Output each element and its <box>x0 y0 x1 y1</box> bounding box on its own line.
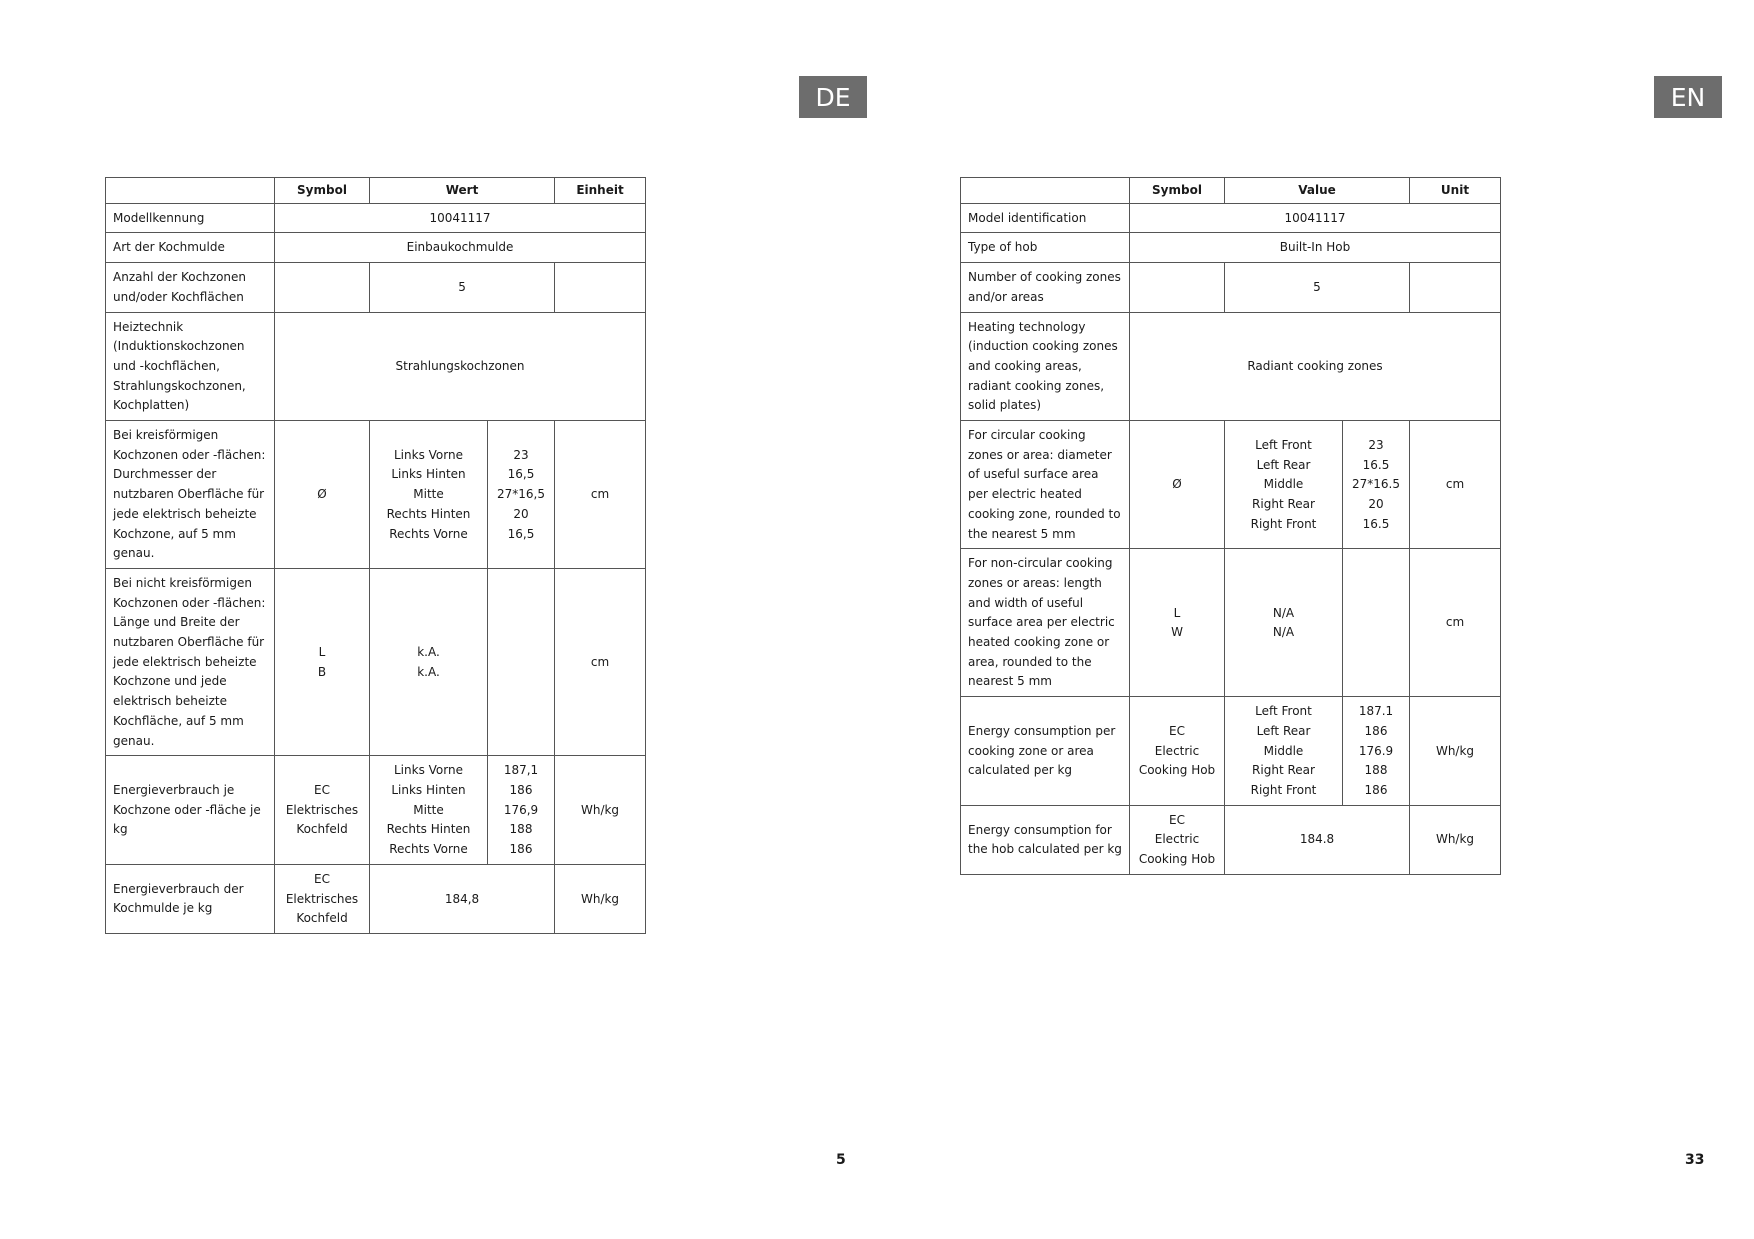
symbol-item: B <box>317 664 327 679</box>
row-energy-hob <box>106 864 646 933</box>
noncircular-unit: cm <box>1410 549 1501 697</box>
energy-zone-values <box>488 756 555 865</box>
value-item: 20 <box>1368 496 1384 511</box>
row-heating <box>106 312 646 421</box>
energy-hob-label: Energy consumption for the hob calculated per kg <box>961 805 1130 874</box>
position-item: Rechts Hinten <box>386 822 471 837</box>
energy-zone-values <box>1343 697 1410 806</box>
position-item: Left Rear <box>1256 723 1311 738</box>
zones-symbol <box>1130 263 1225 312</box>
symbol-line: Electric <box>1154 832 1200 847</box>
zones-symbol <box>275 263 370 312</box>
energy-hob-value: 184.8 <box>1225 805 1410 874</box>
position-item: Links Hinten <box>391 782 466 797</box>
noncircular-unit: cm <box>555 568 646 755</box>
circular-positions <box>370 421 488 569</box>
zones-label: Number of cooking zones and/or areas <box>961 263 1130 312</box>
row-model <box>961 203 1501 233</box>
symbol-line: EC <box>314 871 330 886</box>
noncircular-symbols <box>275 568 370 755</box>
model-value: 10041117 <box>1130 203 1501 233</box>
position-item: Left Front <box>1255 704 1312 719</box>
position-item: Rechts Hinten <box>386 506 471 521</box>
row-zones <box>961 263 1501 312</box>
noncircular-symbols <box>1130 549 1225 697</box>
circular-symbol: Ø <box>275 421 370 569</box>
circular-label: For circular cooking zones or area: diameter of useful surface area per electric heated cooking zone, rounded to the nearest 5 mm <box>961 421 1130 549</box>
row-circular <box>106 421 646 569</box>
model-label: Model identification <box>961 203 1130 233</box>
value-item: N/A <box>1272 605 1295 620</box>
page-en <box>877 0 1754 1239</box>
header-row <box>106 178 646 204</box>
symbol-line: Kochfeld <box>296 822 348 837</box>
value-item: 23 <box>513 447 529 462</box>
noncircular-values <box>370 568 488 755</box>
position-item: Left Rear <box>1256 457 1311 472</box>
language-badge-en: EN <box>1654 76 1722 118</box>
position-item: Right Front <box>1250 516 1317 531</box>
position-item: Links Vorne <box>394 447 463 462</box>
row-hob-type <box>961 233 1501 263</box>
heating-value: Strahlungskochzonen <box>275 312 646 421</box>
position-item: Mitte <box>413 802 444 817</box>
energy-hob-unit: Wh/kg <box>555 864 646 933</box>
energy-hob-unit: Wh/kg <box>1410 805 1501 874</box>
noncircular-label: For non-circular cooking zones or areas: length and width of useful surface area per electric heated cooking zone or area, rounded to the nearest 5 mm <box>961 549 1130 697</box>
page-number-de: 5 <box>836 1152 846 1168</box>
noncircular-label: Bei nicht kreisförmigen Kochzonen oder -flächen: Länge und Breite der nutzbaren Oberfläche für jede elektrisch beheizte Kochzone und jede elektrisch beheizte Kochfläche, auf 5 mm genau. <box>106 568 275 755</box>
position-item: Rechts Vorne <box>389 526 468 541</box>
energy-hob-symbol <box>275 864 370 933</box>
row-noncircular <box>961 549 1501 697</box>
spec-table-de <box>105 177 646 934</box>
header-unit: Unit <box>1410 178 1501 204</box>
header-symbol: Symbol <box>1130 178 1225 204</box>
value-item: 16.5 <box>1362 516 1390 531</box>
noncircular-empty <box>1343 549 1410 697</box>
symbol-line: Elektrisches <box>285 891 359 906</box>
position-item: Right Rear <box>1252 763 1315 778</box>
value-item: 20 <box>513 506 529 521</box>
value-item: 186 <box>509 842 533 857</box>
value-item: k.A. <box>417 664 440 679</box>
circular-unit: cm <box>1410 421 1501 549</box>
symbol-line: EC <box>314 782 330 797</box>
value-item: 16.5 <box>1362 457 1390 472</box>
value-item: 27*16.5 <box>1352 477 1400 492</box>
zones-unit <box>1410 263 1501 312</box>
value-item: N/A <box>1272 625 1295 640</box>
circular-label: Bei kreisförmigen Kochzonen oder -flächen: Durchmesser der nutzbaren Oberfläche für jede elektrisch beheizte Kochzone, auf 5 mm genau. <box>106 421 275 569</box>
header-symbol: Symbol <box>275 178 370 204</box>
model-value: 10041117 <box>275 203 646 233</box>
energy-hob-value: 184,8 <box>370 864 555 933</box>
circular-positions <box>1225 421 1343 549</box>
spec-table-en <box>960 177 1501 875</box>
row-hob-type <box>106 233 646 263</box>
symbol-line: EC <box>1169 812 1185 827</box>
symbol-line: Cooking Hob <box>1138 763 1216 778</box>
position-item: Left Front <box>1255 437 1312 452</box>
value-item: 188 <box>509 822 533 837</box>
page-number-en: 33 <box>1685 1152 1705 1168</box>
value-item: 186 <box>1364 782 1388 797</box>
energy-zone-symbol <box>275 756 370 865</box>
energy-zone-positions <box>370 756 488 865</box>
row-model <box>106 203 646 233</box>
row-zones <box>106 263 646 312</box>
energy-zone-label: Energieverbrauch je Kochzone oder -fläche je kg <box>106 756 275 865</box>
zones-value: 5 <box>1225 263 1410 312</box>
energy-zone-positions <box>1225 697 1343 806</box>
position-item: Middle <box>1263 477 1304 492</box>
position-item: Right Rear <box>1252 496 1315 511</box>
position-item: Right Front <box>1250 782 1317 797</box>
value-item: k.A. <box>417 644 440 659</box>
symbol-line: EC <box>1169 723 1185 738</box>
zones-unit <box>555 263 646 312</box>
position-item: Middle <box>1263 743 1304 758</box>
symbol-line: Kochfeld <box>296 911 348 926</box>
value-item: 188 <box>1364 763 1388 778</box>
zones-value: 5 <box>370 263 555 312</box>
row-energy-hob <box>961 805 1501 874</box>
noncircular-empty <box>488 568 555 755</box>
symbol-item: L <box>1173 605 1181 620</box>
header-value: Value <box>1225 178 1410 204</box>
heating-label: Heiztechnik (Induktionskochzonen und -kochflächen, Strahlungskochzonen, Kochplatten) <box>106 312 275 421</box>
circular-values <box>1343 421 1410 549</box>
model-label: Modellkennung <box>106 203 275 233</box>
energy-zone-label: Energy consumption per cooking zone or area calculated per kg <box>961 697 1130 806</box>
hob-type-label: Art der Kochmulde <box>106 233 275 263</box>
position-item: Links Hinten <box>391 467 466 482</box>
symbol-line: Cooking Hob <box>1138 852 1216 867</box>
circular-symbol: Ø <box>1130 421 1225 549</box>
position-item: Mitte <box>413 487 444 502</box>
value-item: 27*16,5 <box>497 487 545 502</box>
noncircular-values <box>1225 549 1343 697</box>
value-item: 176.9 <box>1358 743 1394 758</box>
zones-label: Anzahl der Kochzonen und/oder Kochflächen <box>106 263 275 312</box>
energy-zone-unit: Wh/kg <box>1410 697 1501 806</box>
hob-type-label: Type of hob <box>961 233 1130 263</box>
hob-type-value: Einbaukochmulde <box>275 233 646 263</box>
symbol-item: L <box>318 644 326 659</box>
row-energy-zone <box>106 756 646 865</box>
hob-type-value: Built-In Hob <box>1130 233 1501 263</box>
value-item: 187.1 <box>1358 704 1394 719</box>
circular-unit: cm <box>555 421 646 569</box>
heating-label: Heating technology (induction cooking zones and cooking areas, radiant cooking zones, solid plates) <box>961 312 1130 421</box>
symbol-item: W <box>1171 625 1183 640</box>
energy-zone-symbol <box>1130 697 1225 806</box>
row-heating <box>961 312 1501 421</box>
header-row <box>961 178 1501 204</box>
header-unit: Einheit <box>555 178 646 204</box>
header-empty <box>106 178 275 204</box>
header-value: Wert <box>370 178 555 204</box>
heating-value: Radiant cooking zones <box>1130 312 1501 421</box>
header-empty <box>961 178 1130 204</box>
row-noncircular <box>106 568 646 755</box>
value-item: 16,5 <box>507 467 535 482</box>
circular-values <box>488 421 555 569</box>
value-item: 176,9 <box>503 802 539 817</box>
value-item: 186 <box>1364 723 1388 738</box>
value-item: 16,5 <box>507 526 535 541</box>
energy-zone-unit: Wh/kg <box>555 756 646 865</box>
row-energy-zone <box>961 697 1501 806</box>
value-item: 187,1 <box>503 763 539 778</box>
row-circular <box>961 421 1501 549</box>
symbol-line: Electric <box>1154 743 1200 758</box>
position-item: Links Vorne <box>394 763 463 778</box>
value-item: 186 <box>509 782 533 797</box>
energy-hob-symbol <box>1130 805 1225 874</box>
energy-hob-label: Energieverbrauch der Kochmulde je kg <box>106 864 275 933</box>
symbol-line: Elektrisches <box>285 802 359 817</box>
value-item: 23 <box>1368 437 1384 452</box>
position-item: Rechts Vorne <box>389 842 468 857</box>
language-badge-de: DE <box>799 76 867 118</box>
